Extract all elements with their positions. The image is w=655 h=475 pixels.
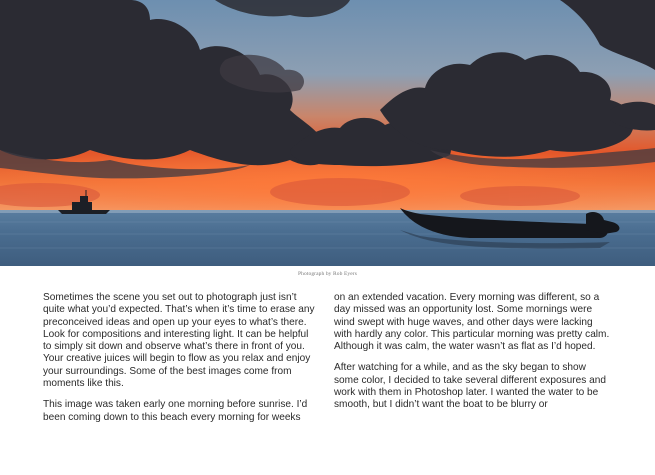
paragraph: on an extended vacation. Every morning was different, so a day missed was an opportunity lost. Some mornings were wind swept with huge waves, and other days were lacking with hardly any color. This particular morning was pretty calm. Although it was calm, the water wasn’t as flat as I’d hoped. <box>334 292 610 353</box>
article-column-right <box>334 292 610 421</box>
photo-credit: Photograph by Rob Eyers <box>298 271 357 277</box>
article-column-left <box>43 292 319 433</box>
paragraph: Sometimes the scene you set out to photograph just isn’t quite what you’d expected. That’s when it’s time to erase any preconceived ideas and open up your eyes to what’s there. Look for compositions and interesting light. It can be helpful to simply sit down and observe what’s there in front of you. Your creative juices will begin to flow as you relax and enjoy your surroundings. Some of the best images come from moments like this. <box>43 292 315 390</box>
paragraph: After watching for a while, and as the sky began to show some color, I decided to take several different exposures and work with them in Photoshop later. I wanted the water to be smooth, but I didn’t want the boat to be blurry or <box>334 362 606 411</box>
paragraph: This image was taken early one morning before sunrise. I’d been coming down to this beach every morning for weeks <box>43 399 308 423</box>
